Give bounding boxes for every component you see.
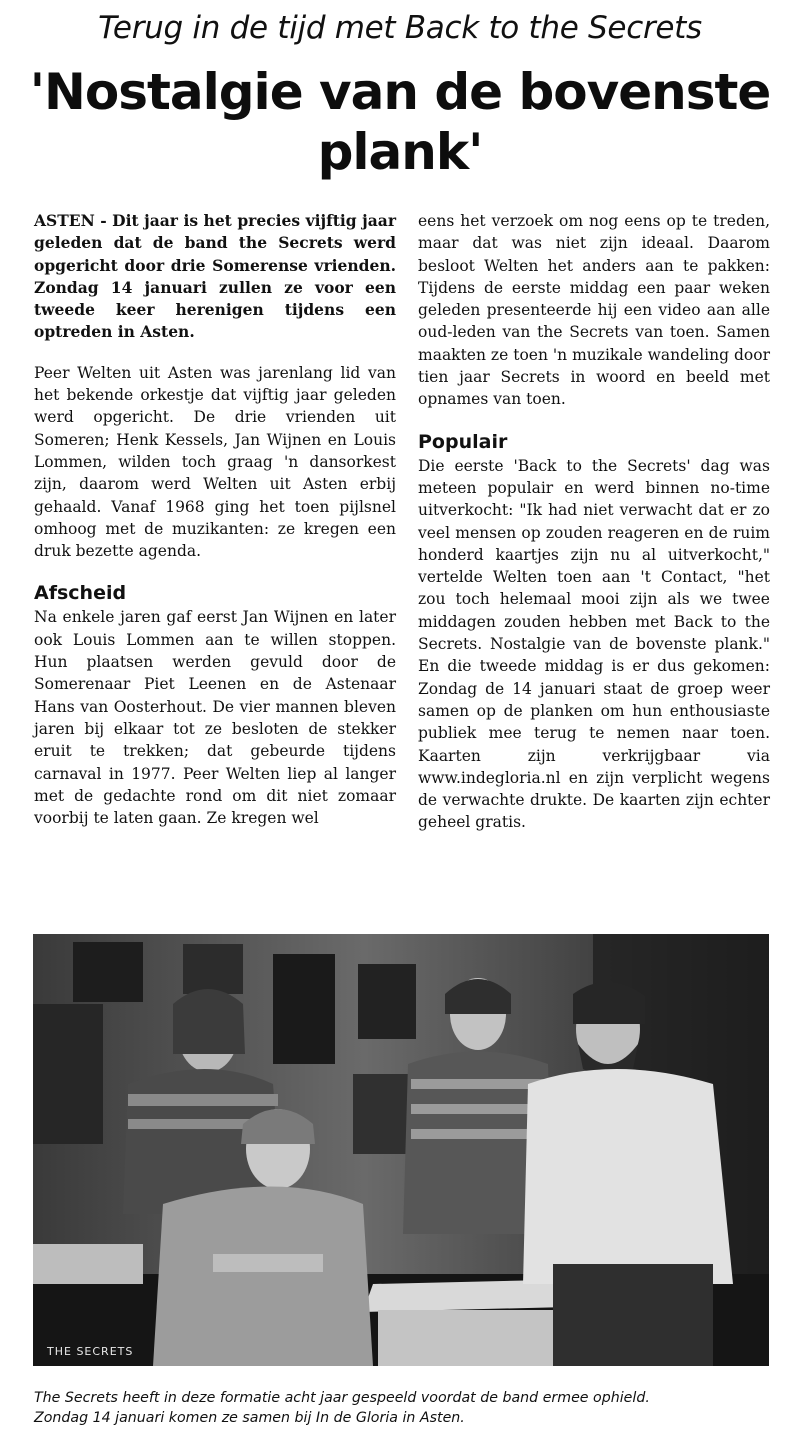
subhead-afscheid: Afscheid <box>34 582 127 605</box>
band-photo <box>33 934 769 1366</box>
photo-credit: THE SECRETS <box>47 1345 134 1358</box>
caption-line-2: Zondag 14 januari komen ze samen bij In de Gloria in Asten. <box>34 1410 465 1426</box>
article-kicker: Terug in de tijd met Back to the Secrets <box>98 10 702 46</box>
paragraph-2: Na enkele jaren gaf eerst Jan Wijnen en later ook Louis Lommen aan te willen stoppen. Hun plaatsen werden gevuld door de Somerenaar Piet Leenen en de Astenaar Hans van Oosterhout. De vier mannen bleven jaren bij elkaar tot ze besloten de stekker eruit te trekken; dat gebeurde tijdens carnaval in 1977. Peer Welten liep al langer met de gedachte rond om dit niet zomaar voorbij te laten gaan. Ze kregen wel <box>34 608 396 828</box>
paragraph-1: Peer Welten uit Asten was jarenlang lid van het bekende orkestje dat vijftig jaar geleden werd opgericht. De drie vrienden uit Someren; Henk Kessels, Jan Wijnen en Louis Lommen, wilden toch graag 'n dansorkest zijn, daarom werd Welten uit Asten erbij gehaald. Vanaf 1968 ging het toen pijlsnel omhoog met de muzikanten: ze kregen een druk bezette agenda. <box>34 363 396 561</box>
article-lead: ASTEN - Dit jaar is het precies vijftig jaar geleden dat de band the Secrets werd opgericht door drie Somerense vrienden. Zondag 14 januari zullen ze voor een tweede keer herenigen tijdens een optreden in Asten. <box>34 211 396 342</box>
left-column <box>34 210 396 829</box>
paragraph-4: Die eerste 'Back to the Secrets' dag was meteen populair en werd binnen no-time uitverkocht: "Ik had niet verwacht dat er zo veel mensen op zouden reageren en de ruim honderd kaartjes zijn nu al uitverkocht," vertelde Welten toen aan 't Contact, "het zou toch helemaal mooi zijn als we twee middagen zouden hebben met Back to the Secrets. Nostalgie van de bovenste plank." En die tweede middag is er dus gekomen: Zondag de 14 januari staat de groep weer samen op de planken om hun enthousiaste publiek mee terug te nemen naar toen. Kaarten zijn verkrijgbaar via www.indegloria.nl en zijn verplicht wegens de verwachte drukte. De kaarten zijn echter geheel gratis. <box>418 456 770 832</box>
paragraph-3: eens het verzoek om nog eens op te treden, maar dat was niet zijn ideaal. Daarom besloot Welten het anders aan te pakken: Tijdens de eerste middag een paar weken geleden presenteerde hij een video aan alle oud-leden van the Secrets van toen. Samen maakten ze toen 'n muzikale wandeling door tien jaar Secrets in woord en beeld met opnames van toen. <box>418 212 770 409</box>
article-headline <box>0 62 800 182</box>
right-column <box>418 210 770 834</box>
subhead-populair: Populair <box>418 430 508 453</box>
caption-line-1: The Secrets heeft in deze formatie acht jaar gespeeld voordat de band ermee ophield. <box>34 1390 650 1406</box>
headline-text: 'Nostalgie van de bovenste plank' <box>29 63 771 181</box>
photo-caption <box>34 1388 784 1428</box>
band-photo-image <box>33 934 769 1366</box>
